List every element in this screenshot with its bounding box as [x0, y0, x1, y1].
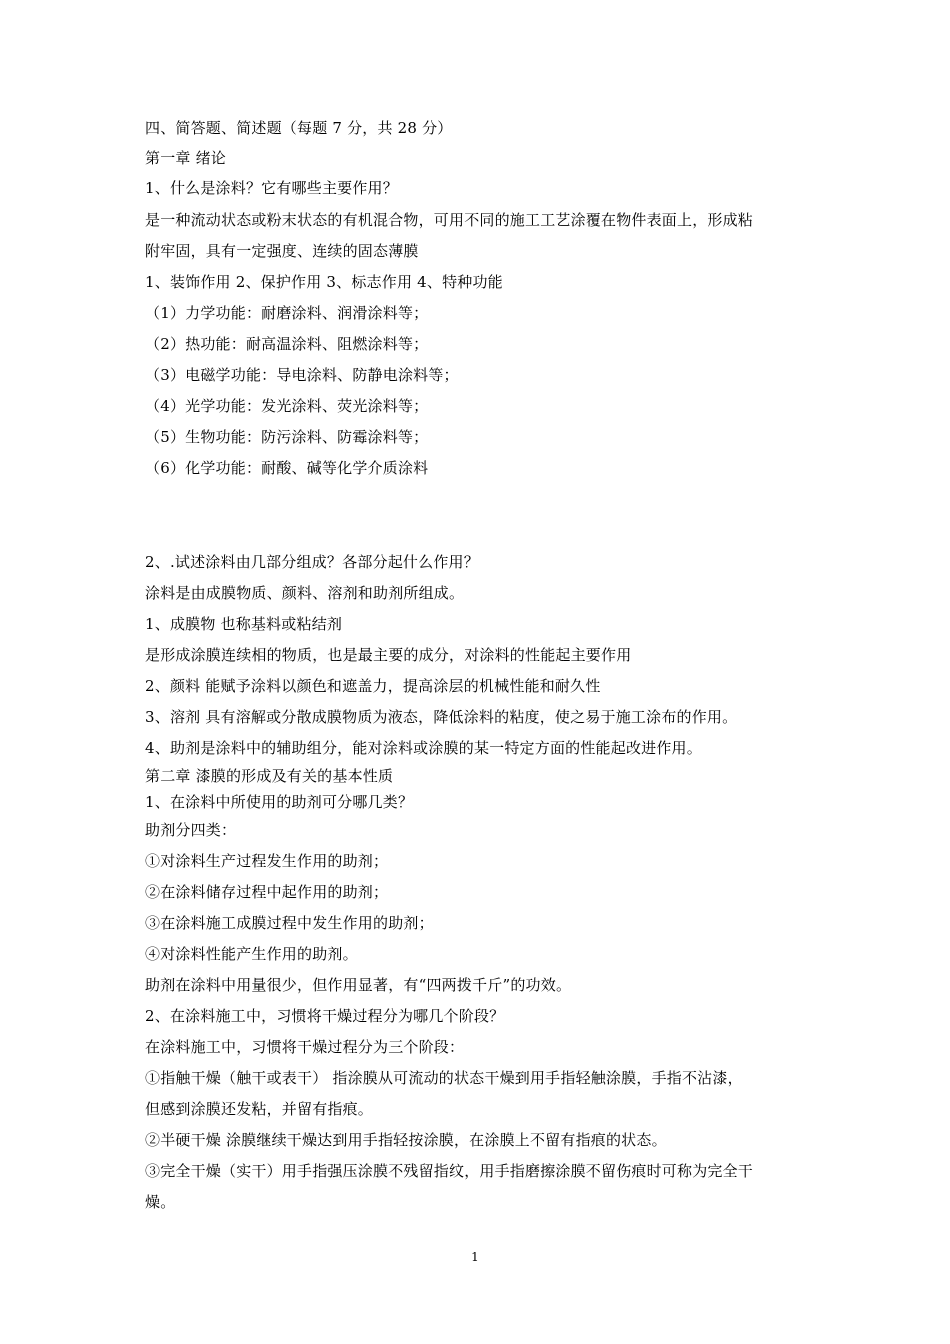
answer-line: 但感到涂膜还发粘，并留有指痕。 — [145, 1100, 374, 1118]
answer-line: （6）化学功能：耐酸、碱等化学介质涂料 — [145, 459, 429, 477]
answer-line: 是形成涂膜连续相的物质，也是最主要的成分，对涂料的性能起主要作用 — [145, 646, 632, 664]
answer-line: 助剂在涂料中用量很少，但作用显著，有“四两拨千斤”的功效。 — [145, 976, 572, 994]
answer-line: ①指触干燥（触干或表干） 指涂膜从可流动的状态干燥到用手指轻触涂膜，手指不沾漆， — [145, 1069, 743, 1087]
answer-line: ②半硬干燥 涂膜继续干燥达到用手指轻按涂膜，在涂膜上不留有指痕的状态。 — [145, 1131, 667, 1149]
answer-line: 是一种流动状态或粉末状态的有机混合物，可用不同的施工工艺涂覆在物件表面上，形成粘 — [145, 211, 754, 229]
answer-line: 助剂分四类： — [145, 821, 237, 839]
answer-line: （1）力学功能：耐磨涂料、润滑涂料等； — [145, 304, 429, 322]
answer-line: （3）电磁学功能：导电涂料、防静电涂料等； — [145, 366, 459, 384]
answer-line: （5）生物功能：防污涂料、防霉涂料等； — [145, 428, 429, 446]
answer-line: 4、助剂是涂料中的辅助组分，能对涂料或涂膜的某一特定方面的性能起改进作用。 — [145, 739, 702, 757]
answer-line: （4）光学功能：发光涂料、荧光涂料等； — [145, 397, 429, 415]
answer-line: ③完全干燥（实干）用手指强压涂膜不残留指纹，用手指磨擦涂膜不留伤痕时可称为完全干 — [145, 1162, 754, 1180]
answer-line: ③在涂料施工成膜过程中发生作用的助剂； — [145, 914, 434, 932]
question-line: 1、什么是涂料？它有哪些主要作用？ — [145, 179, 398, 197]
answer-line: ②在涂料储存过程中起作用的助剂； — [145, 883, 389, 901]
answer-line: 2、颜料 能赋予涂料以颜色和遮盖力，提高涂层的机械性能和耐久性 — [145, 677, 601, 695]
question-line: 1、在涂料中所使用的助剂可分哪几类？ — [145, 793, 414, 811]
answer-line: 3、溶剂 具有溶解或分散成膜物质为液态，降低涂料的粘度，使之易于施工涂布的作用。 — [145, 708, 738, 726]
question-line: 2、在涂料施工中，习惯将干燥过程分为哪几个阶段？ — [145, 1007, 505, 1025]
section-heading: 四、简答题、简述题（每题 7 分，共 28 分） — [145, 119, 453, 137]
answer-line: 燥。 — [145, 1193, 176, 1211]
answer-line: 1、装饰作用 2、保护作用 3、标志作用 4、特种功能 — [145, 273, 503, 291]
answer-line: ④对涂料性能产生作用的助剂。 — [145, 945, 358, 963]
answer-line: 在涂料施工中，习惯将干燥过程分为三个阶段： — [145, 1038, 465, 1056]
chapter-heading: 第二章 漆膜的形成及有关的基本性质 — [145, 767, 394, 785]
answer-line: 涂料是由成膜物质、颜料、溶剂和助剂所组成。 — [145, 584, 465, 602]
answer-line: 附牢固，具有一定强度、连续的固态薄膜 — [145, 242, 419, 260]
page-number: 1 — [471, 1250, 479, 1264]
chapter-heading: 第一章 绪论 — [145, 149, 226, 167]
answer-line: ①对涂料生产过程发生作用的助剂； — [145, 852, 389, 870]
question-line: 2、.试述涂料由几部分组成？各部分起什么作用？ — [145, 553, 479, 571]
answer-line: （2）热功能：耐高温涂料、阻燃涂料等； — [145, 335, 429, 353]
answer-line: 1、成膜物 也称基料或粘结剂 — [145, 615, 343, 633]
